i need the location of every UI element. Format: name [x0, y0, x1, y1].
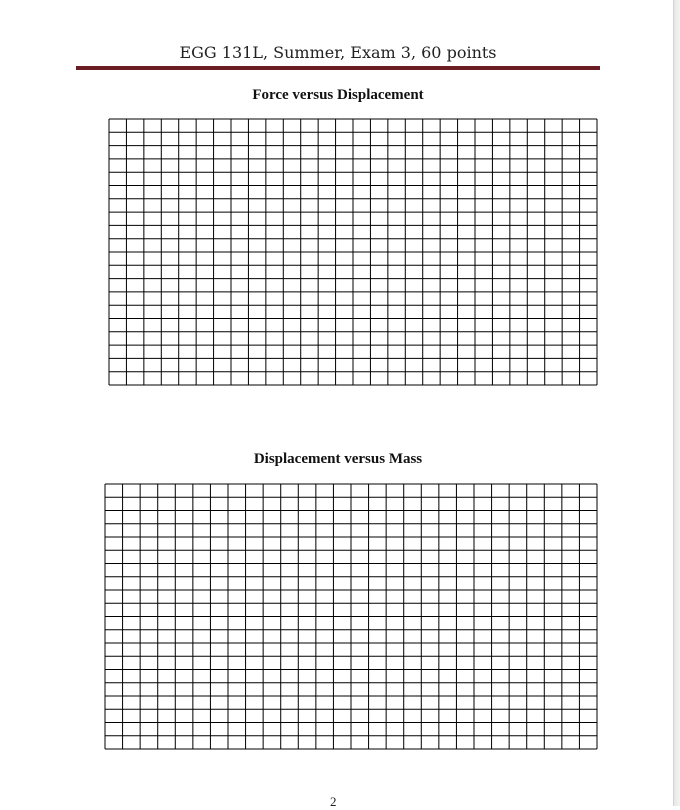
graph-title-displacement-vs-mass: Displacement versus Mass	[253, 451, 423, 467]
graph-grid-displacement-vs-mass	[104, 483, 598, 750]
page-edge	[673, 0, 680, 806]
graph-title-force-vs-displacement: Force versus Displacement	[252, 87, 424, 103]
page-number: 2	[330, 794, 337, 809]
exam-header-title: EGG 131L, Summer, Exam 3, 60 points	[179, 43, 497, 62]
header-rule	[76, 66, 600, 70]
graph-grid-force-vs-displacement	[108, 118, 598, 386]
